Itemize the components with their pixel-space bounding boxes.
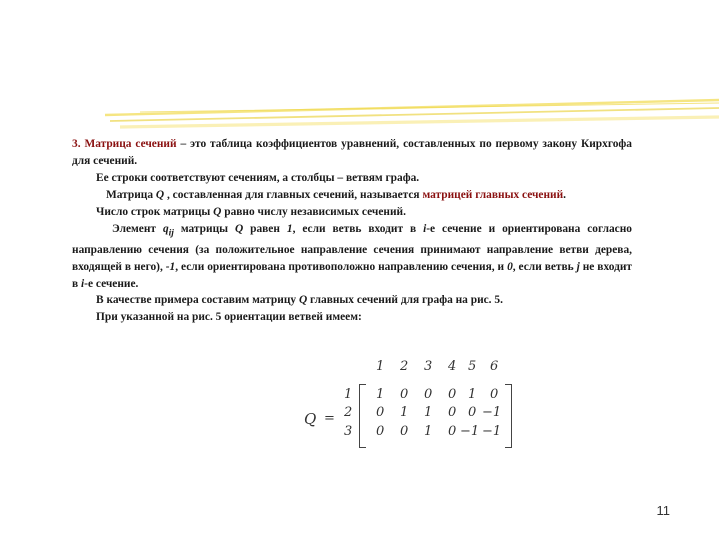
matrix-row-header: 1 <box>344 387 353 402</box>
paragraph-row-count: Число строк матрицы Q равно числу независимых сечений. <box>96 205 406 218</box>
matrix-column-header: 4 <box>448 359 457 374</box>
matrix-cell: 1 <box>400 405 409 420</box>
matrix-cell: 1 <box>424 424 433 439</box>
matrix-cell: 0 <box>400 424 409 439</box>
matrix-cell: 0 <box>448 424 457 439</box>
paragraph-element-rule: Элемент $q_{ij}$ матрицы Q равен 1, если ветвь входит в i-е сечение и ориентирована согласно направлению сечения (за положительное направление сечения принимают направление ветви дерева, входящей в него), -1, если ориентирована противоположно направлению сечения, и 0, если ветвь j не входит в i-е сечение. <box>72 222 632 290</box>
matrix-cell: 1 <box>468 387 477 402</box>
matrix-cell: 1 <box>376 387 385 402</box>
matrix-column-header: 5 <box>468 359 477 374</box>
matrix-cell: 0 <box>448 387 457 402</box>
matrix-row-header: 2 <box>344 405 353 420</box>
matrix-cell: 0 <box>490 387 499 402</box>
matrix-symbol: Q <box>304 410 317 428</box>
matrix-cell: 0 <box>424 387 433 402</box>
matrix-column-header: 6 <box>490 359 499 374</box>
matrix-left-bracket <box>359 384 366 448</box>
matrix-column-header: 1 <box>376 359 385 374</box>
matrix-right-bracket <box>505 384 512 448</box>
paragraph-definition: 3. Матрица сечений – это таблица коэффициентов уравнений, составленных по первому закону Кирхгофа для сечений. <box>72 138 632 167</box>
term-main-cut-matrix: матрицей главных сечений <box>422 188 564 201</box>
matrix-equals: = <box>324 411 335 426</box>
term-cut-matrix: 3. Матрица сечений <box>72 138 177 150</box>
matrix-cell: −1 <box>482 424 502 439</box>
matrix-row-header: 3 <box>344 424 353 439</box>
matrix-cell: 0 <box>400 387 409 402</box>
matrix-column-header: 3 <box>424 359 433 374</box>
matrix-column-header: 2 <box>400 359 409 374</box>
paragraph-example: В качестве примера составим матрицу Q главных сечений для графа на рис. 5. <box>96 294 503 307</box>
matrix-cell: 1 <box>424 405 433 420</box>
matrix-cell: 0 <box>376 405 385 420</box>
body-text <box>72 136 632 326</box>
paragraph-rows-columns: Ее строки соответствуют сечениям, а столбцы – ветвям графа. <box>96 171 420 184</box>
matrix-cell: 0 <box>448 405 457 420</box>
matrix-cell: 0 <box>376 424 385 439</box>
decorative-brush-lines <box>0 0 720 140</box>
cut-matrix-figure <box>300 358 520 458</box>
matrix-cell: 0 <box>468 405 477 420</box>
paragraph-orientation: При указанной на рис. 5 ориентации ветвей имеем: <box>96 311 362 324</box>
page-number: 11 <box>656 503 670 518</box>
matrix-cell: −1 <box>482 405 502 420</box>
paragraph-main-cuts: Матрица Q , составленная для главных сечений, называется матрицей главных сечений. <box>106 188 567 201</box>
matrix-cell: −1 <box>460 424 480 439</box>
